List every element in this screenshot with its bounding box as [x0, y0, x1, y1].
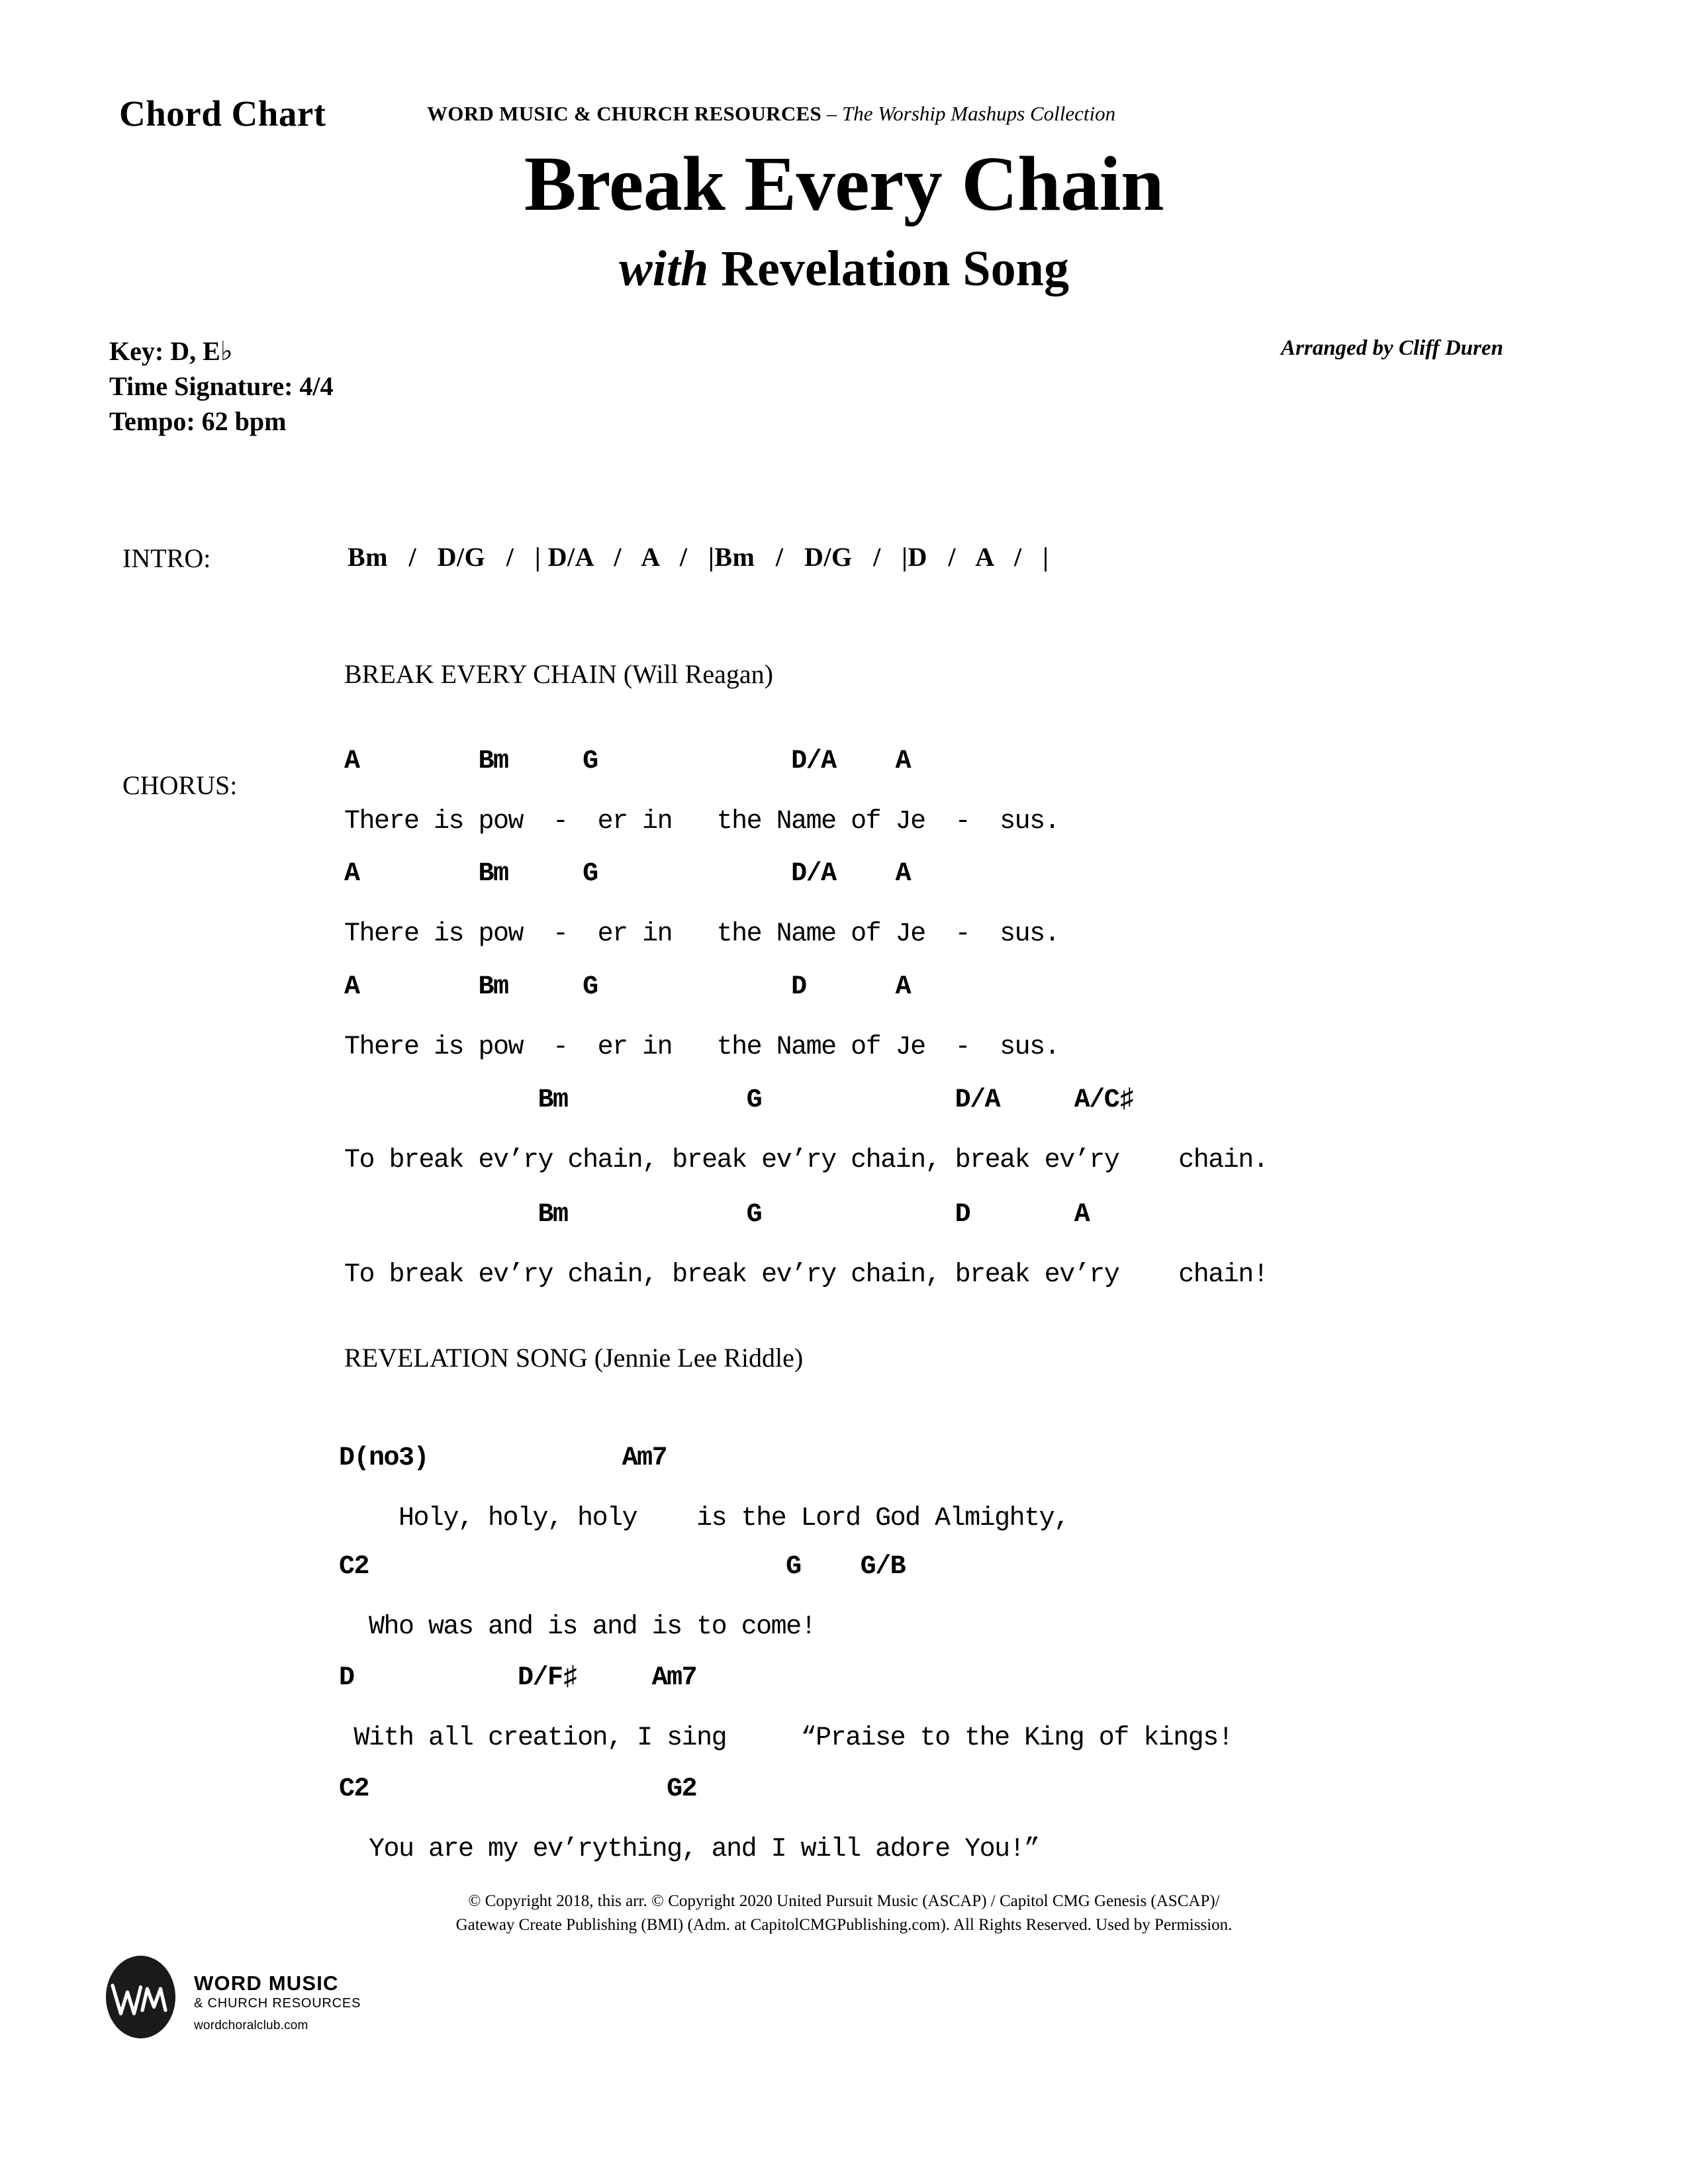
intro-label: INTRO:	[122, 543, 211, 573]
song-section-header-revelation-song: REVELATION SONG (Jennie Lee Riddle)	[344, 1343, 804, 1373]
chord-row: Bm G D/A A/C♯	[344, 1085, 1134, 1115]
wm-logo-icon	[99, 1956, 182, 2038]
chord-lyric-line	[339, 1752, 1039, 1887]
chord-row: C2 G G/B	[339, 1552, 906, 1582]
subtitle-with-word: with	[619, 241, 709, 296]
logo-line-church-resources: & CHURCH RESOURCES	[194, 1995, 361, 2011]
copyright-line-2: Gateway Create Publishing (BMI) (Adm. at CapitolCMGPublishing.com). All Rights Reserved. Used by Permission.	[455, 1915, 1233, 1934]
lyric-row: There is pow - er in the Name of Je - sus.	[344, 807, 1060, 837]
word-music-logo	[99, 1956, 496, 2075]
lyric-row: To break ev’ry chain, break ev’ry chain, break ev’ry chain!	[344, 1260, 1268, 1290]
lyric-row: Holy, holy, holy is the Lord God Almighty,	[339, 1504, 1069, 1533]
copyright-notice	[0, 1889, 1688, 1936]
logo-text-block	[194, 1972, 361, 2034]
chord-row: A Bm G D/A A	[344, 747, 911, 776]
lyric-row: There is pow - er in the Name of Je - sus.	[344, 1032, 1060, 1062]
intro-chord-progression: Bm / D/G / | D/A / A / |Bm / D/G / |D / A / |	[348, 542, 1049, 572]
subtitle-song-name: Revelation Song	[721, 241, 1069, 296]
document-header	[119, 93, 1575, 139]
time-signature-line: Time Signature: 4/4	[109, 371, 334, 401]
chord-row: A Bm G D/A A	[344, 859, 911, 889]
chord-row: C2 G2	[339, 1774, 697, 1804]
chord-lyric-line	[344, 1178, 1268, 1312]
chord-row: Bm G D A	[344, 1200, 1090, 1230]
song-section-header-break-every-chain: BREAK EVERY CHAIN (Will Reagan)	[344, 659, 773, 689]
arranger-credit: Arranged by Cliff Duren	[1281, 336, 1503, 360]
lyric-row: There is pow - er in the Name of Je - sus.	[344, 919, 1060, 949]
lyric-row: With all creation, I sing “Praise to the King of kings!	[339, 1723, 1233, 1753]
publisher-name: WORD MUSIC & CHURCH RESOURCES	[427, 102, 822, 125]
page-subtitle	[0, 241, 1688, 296]
key-line: Key: D, E♭	[109, 336, 233, 366]
logo-line-word-music: WORD MUSIC	[194, 1972, 339, 1995]
lyric-row: Who was and is and is to come!	[339, 1612, 816, 1642]
collection-name: The Worship Mashups Collection	[842, 102, 1116, 125]
page-title: Break Every Chain	[524, 140, 1164, 227]
publisher-separator: –	[821, 102, 843, 125]
chord-row: D(no3) Am7	[339, 1443, 667, 1473]
logo-line-website: wordchoralclub.com	[194, 2019, 308, 2033]
lyric-row: To break ev’ry chain, break ev’ry chain, break ev’ry chain.	[344, 1146, 1268, 1175]
copyright-line-1: © Copyright 2018, this arr. © Copyright 2020 United Pursuit Music (ASCAP) / Capitol CMG Genesis (ASCAP)/	[468, 1892, 1220, 1910]
publisher-collection-line	[427, 102, 1115, 126]
lyric-row: You are my ev’rything, and I will adore You!”	[339, 1835, 1039, 1864]
tempo-line: Tempo: 62 bpm	[109, 406, 287, 436]
chord-row: A Bm G D A	[344, 972, 911, 1002]
song-info-block	[109, 334, 334, 439]
chorus-label: CHORUS:	[122, 770, 238, 800]
chord-chart-label: Chord Chart	[119, 93, 326, 134]
chord-row: D D/F♯ Am7	[339, 1663, 697, 1693]
